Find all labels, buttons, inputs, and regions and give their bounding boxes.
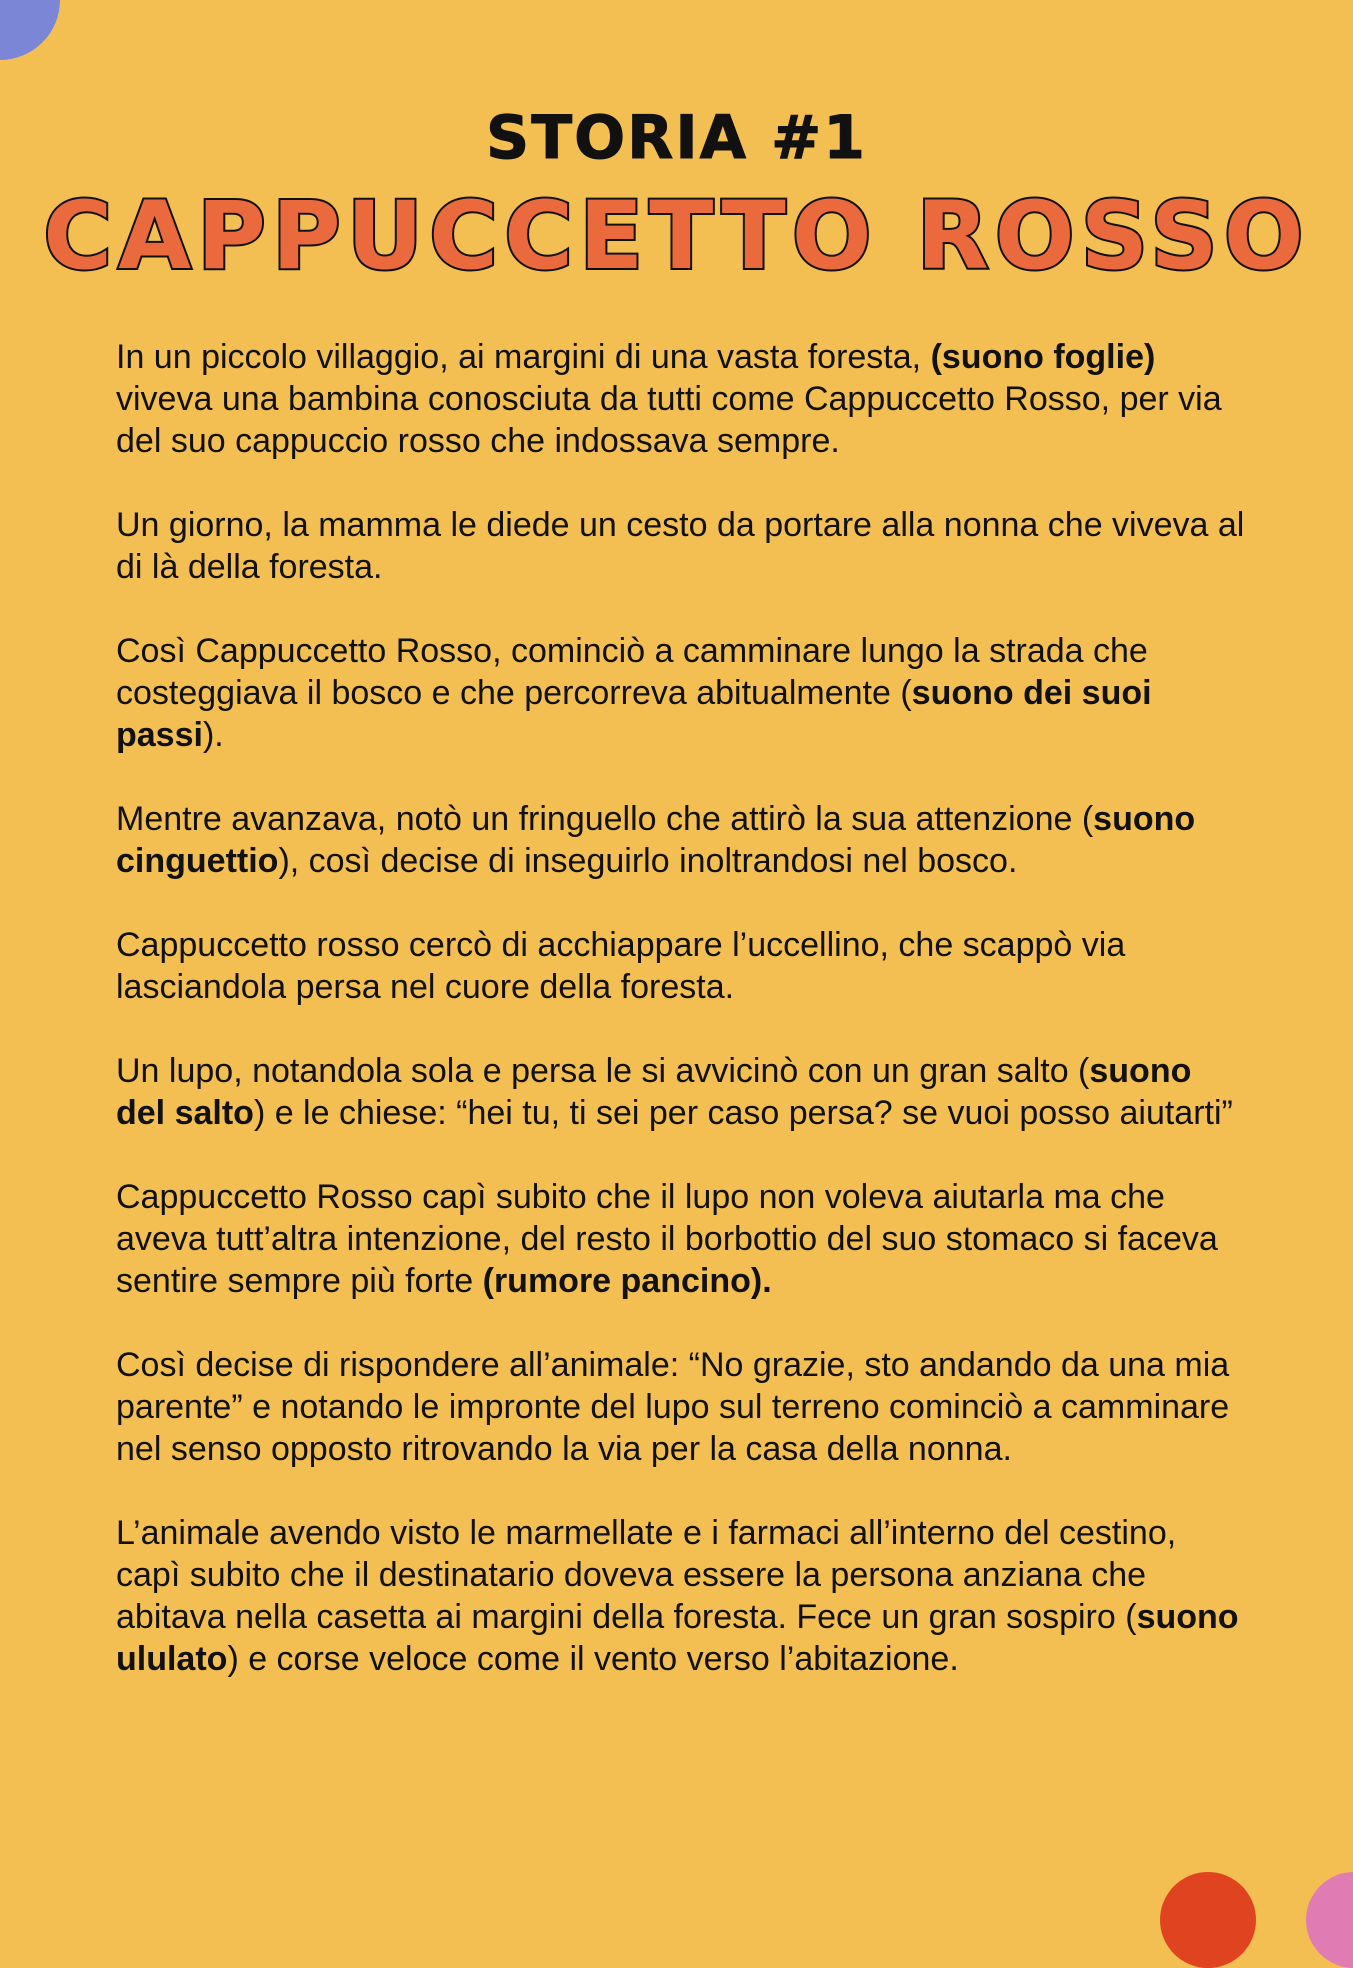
story-paragraph-8: Così decise di rispondere all’animale: “No grazie, sto andando da una mia parente” e notando le impronte del lupo sul terreno cominciò a camminare nel senso opposto ritrovando la via per la casa della nonna. (116, 1346, 1230, 1468)
page-header (0, 103, 1353, 291)
story-paragraph-9: L’animale avendo visto le marmellate e i farmaci all’interno del cestino, capì subito che il destinatario doveva essere la persona anziana che abitava nella casetta ai margini della foresta. Fece un gran sospiro (suono ululato) e corse veloce come il vento verso l’abitazione. (116, 1514, 1239, 1678)
story-paragraph-3: Così Cappuccetto Rosso, cominciò a camminare lungo la strada che costeggiava il bosco e che percorreva abitualmente (suono dei suoi passi). (116, 632, 1152, 754)
story-number: STORIA #1 (485, 103, 868, 173)
story-paragraph-2: Un giorno, la mamma le diede un cesto da portare alla nonna che viveva al di là della foresta. (116, 506, 1245, 586)
sound-cue: (suono foglie) (930, 338, 1156, 376)
sound-cue: (rumore pancino). (482, 1262, 772, 1300)
decorative-circle-bottom-pink (1306, 1872, 1353, 1968)
sound-cue: suono ululato (116, 1598, 1239, 1678)
story-paragraph-1: In un piccolo villaggio, ai margini di una vasta foresta, (suono foglie) viveva una bambina conosciuta da tutti come Cappuccetto Rosso, per via del suo cappuccio rosso che indossava sempre. (116, 338, 1222, 460)
story-title: CAPPUCCETTO ROSSO (43, 182, 1310, 291)
story-paragraph-5: Cappuccetto rosso cercò di acchiappare l’uccellino, che scappò via lasciandola persa nel cuore della foresta. (116, 926, 1126, 1006)
story-paragraph-6: Un lupo, notandola sola e persa le si avvicinò con un gran salto (suono del salto) e le chiese: “hei tu, ti sei per caso persa? se vuoi posso aiutarti” (116, 1052, 1233, 1132)
sound-cue: suono cinguettio (116, 800, 1196, 880)
story-paragraph-7: Cappuccetto Rosso capì subito che il lupo non voleva aiutarla ma che aveva tutt’altra intenzione, del resto il borbottio del suo stomaco si faceva sentire sempre più forte (rumore pancino). (116, 1178, 1218, 1300)
story-body (116, 336, 1246, 1722)
decorative-circle-top-left (0, 0, 60, 60)
decorative-circle-bottom-red (1160, 1872, 1256, 1968)
sound-cue: suono del salto (116, 1052, 1192, 1132)
sound-cue: suono dei suoi passi (116, 674, 1152, 754)
story-paragraph-4: Mentre avanzava, notò un fringuello che attirò la sua attenzione (suono cinguettio), così decise di inseguirlo inoltrandosi nel bosco. (116, 800, 1196, 880)
